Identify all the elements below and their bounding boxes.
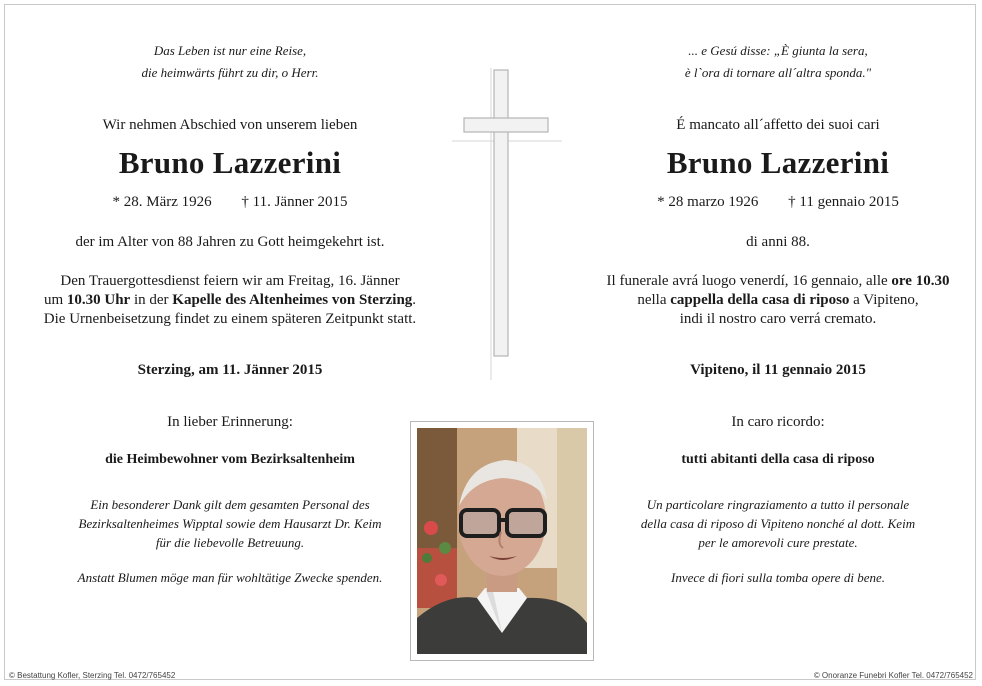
- footer-left: © Bestattung Kofler, Sterzing Tel. 0472/765452: [9, 671, 176, 680]
- death-date: † 11. Jänner 2015: [241, 194, 348, 210]
- cross-icon: [452, 68, 562, 388]
- service-text: .: [412, 292, 417, 308]
- thanks-line-2: Bezirksaltenheimes Wipptal sowie dem Hausarzt Dr. Keim: [78, 516, 382, 531]
- service-place: cappella della casa di riposo: [670, 292, 850, 308]
- verse-line-1: Das Leben ist nur eine Reise,: [153, 43, 307, 58]
- memory-heading: In caro ricordo:: [731, 414, 825, 430]
- flowers-note: Anstatt Blumen möge man für wohltätige Zwecke spenden.: [77, 570, 383, 585]
- verse-line-1: ... e Gesú disse: „È giunta la sera,: [688, 43, 868, 58]
- birth-date: * 28. März 1926: [112, 194, 212, 210]
- service-time: 10.30 Uhr: [66, 292, 131, 308]
- life-dates: [20, 194, 440, 211]
- service-line-3: Die Urnenbeisetzung findet zu einem späteren Zeitpunkt statt.: [43, 311, 417, 327]
- service-line-1: [568, 272, 982, 291]
- age-line: der im Alter von 88 Jahren zu Gott heimgekehrt ist.: [75, 234, 385, 250]
- service-place: Kapelle des Altenheimes von Sterzing: [172, 292, 413, 308]
- service-text: nella: [637, 292, 671, 308]
- verse-line-2: è l`ora di tornare all´altra sponda.": [684, 65, 872, 80]
- place-date: Sterzing, am 11. Jänner 2015: [137, 362, 323, 378]
- thanks-line-1: Un particolare ringraziamento a tutto il personale: [646, 497, 910, 512]
- life-dates: [568, 194, 982, 211]
- memory-heading: In lieber Erinnerung:: [167, 414, 293, 430]
- place-date: Vipiteno, il 11 gennaio 2015: [690, 362, 866, 378]
- portrait-frame: [410, 421, 594, 661]
- thanks-line-1: Ein besonderer Dank gilt dem gesamten Personal des: [90, 497, 370, 512]
- thanks-line-3: per le amorevoli cure prestate.: [698, 535, 858, 550]
- flowers-note: Invece di fiori sulla tomba opere di bene.: [671, 570, 885, 585]
- intro-text: Wir nehmen Abschied von unserem lieben: [102, 117, 358, 133]
- mourners: tutti abitanti della casa di riposo: [681, 452, 875, 467]
- service-line-3: indi il nostro caro verrá cremato.: [679, 311, 877, 327]
- death-date: † 11 gennaio 2015: [788, 194, 899, 210]
- age-line: di anni 88.: [746, 234, 810, 250]
- thanks-line-2: della casa di riposo di Vipiteno nonché al dott. Keim: [640, 516, 916, 531]
- portrait-photo-icon: [417, 428, 587, 654]
- mourners: die Heimbewohner vom Bezirksaltenheim: [105, 452, 355, 467]
- birth-date: * 28 marzo 1926: [657, 194, 759, 210]
- deceased-name: Bruno Lazzerini: [666, 145, 890, 180]
- service-time: ore 10.30: [891, 273, 950, 289]
- verse-line-2: die heimwärts führt zu dir, o Herr.: [141, 65, 319, 80]
- service-line-2: [568, 291, 982, 310]
- service-text: a Vipiteno,: [849, 292, 919, 308]
- service-text: um: [43, 292, 67, 308]
- service-text: in der: [130, 292, 173, 308]
- footer-right: © Onoranze Funebri Kofler Tel. 0472/765452: [813, 671, 973, 680]
- thanks-line-3: für die liebevolle Betreuung.: [155, 535, 305, 550]
- intro-text: É mancato all´affetto dei suoi cari: [676, 117, 880, 133]
- service-line-1: Den Trauergottesdienst feiern wir am Freitag, 16. Jänner: [60, 273, 400, 289]
- deceased-name: Bruno Lazzerini: [118, 145, 342, 180]
- service-text: Il funerale avrá luogo venerdí, 16 gennaio, alle: [606, 273, 892, 289]
- service-line-2: [20, 291, 440, 310]
